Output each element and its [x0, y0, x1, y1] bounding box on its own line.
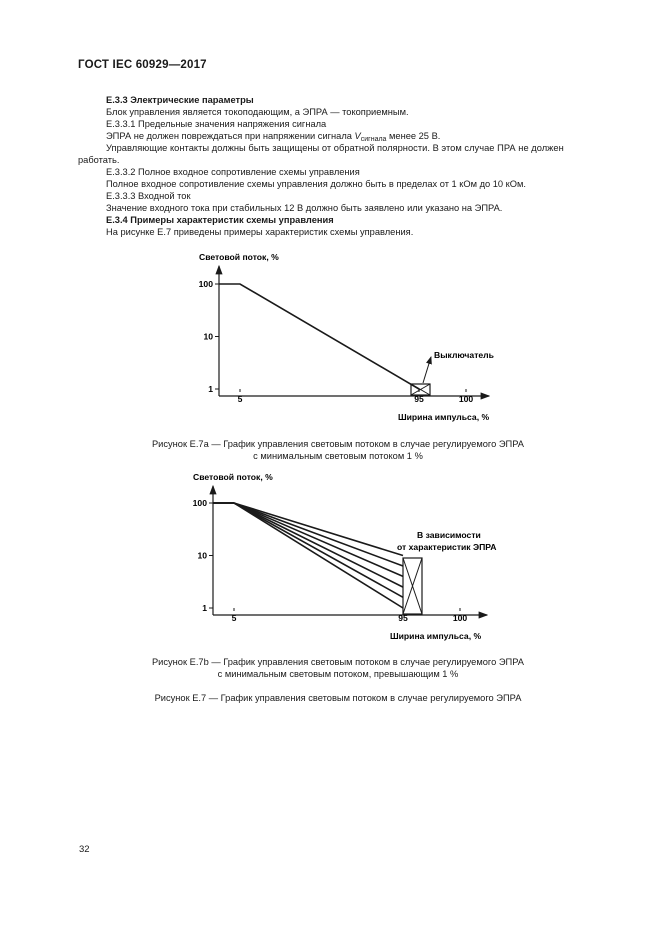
- x-tick-label: 5: [237, 394, 243, 404]
- series-line: [219, 284, 419, 389]
- y-axis-label: Световой поток, %: [193, 472, 273, 482]
- paragraph-line-voltage: [106, 130, 440, 142]
- section-e334-title: Е.3.4 Примеры характеристик схемы управления: [106, 215, 334, 225]
- x-tick-label: 5: [231, 613, 237, 623]
- section-e333-title: Е.3.3 Электрические параметры: [106, 95, 254, 105]
- y-tick-label: 1: [202, 603, 207, 613]
- voltage-symbol: V: [354, 131, 361, 141]
- x-axis-label: Ширина импульса, %: [398, 412, 490, 422]
- subsection-e3333-title: Е.3.3.3 Входной ток: [106, 191, 191, 201]
- y-tick-label: 10: [203, 331, 213, 342]
- x-tick-label: 100: [458, 394, 474, 404]
- caption-fig-e7b-line2: с минимальным световым потоком, превышающим 1 %: [217, 669, 459, 679]
- range-box-symbol: [403, 558, 422, 614]
- x-tick-label: 95: [414, 394, 424, 404]
- x-axis-label: Ширина импульса, %: [390, 631, 482, 641]
- paragraph-line: Управляющие контакты должны быть защищены от обратной полярности. В этом случае ПРА не должен: [106, 143, 564, 153]
- text-part: менее 25 В.: [386, 131, 441, 141]
- x-tick-label: 100: [452, 613, 468, 623]
- text-part: ЭПРА не должен повреждаться при напряжении сигнала: [106, 131, 355, 141]
- voltage-subscript: сигнала: [360, 136, 387, 143]
- annotation-pointer: [423, 357, 431, 383]
- paragraph-line: Значение входного тока при стабильных 12 В должно быть заявлено или указано на ЭПРА.: [106, 203, 503, 213]
- caption-fig-e7a-line1: Рисунок Е.7а — График управления световым потоком в случае регулируемого ЭПРА: [151, 439, 524, 449]
- paragraph-line: работать.: [78, 155, 120, 165]
- caption-fig-e7: Рисунок Е.7 — График управления световым потоком в случае регулируемого ЭПРА: [154, 693, 522, 703]
- annotation-line1: В зависимости: [417, 530, 481, 540]
- subsection-e3332-title: Е.3.3.2 Полное входное сопротивление схемы управления: [106, 167, 360, 177]
- caption-fig-e7b-line1: Рисунок Е.7b — График управления световым потоком в случае регулируемого ЭПРА: [151, 657, 524, 667]
- chart-e7b: [0, 468, 661, 648]
- annotation-line2: от характеристик ЭПРА: [397, 542, 497, 552]
- paragraph-line: На рисунке Е.7 приведены примеры характеристик схемы управления.: [106, 227, 414, 237]
- paragraph-line: Полное входное сопротивление схемы управления должно быть в пределах от 1 кОм до 10 кОм.: [106, 179, 526, 189]
- document-header: ГОСТ IEC 60929—2017: [78, 59, 207, 71]
- y-tick-label: 100: [192, 498, 207, 508]
- annotation-switch: Выключатель: [434, 350, 494, 360]
- paragraph-line: Блок управления является токоподающим, а ЭПРА — токоприемным.: [106, 107, 409, 117]
- caption-fig-e7a-line2: с минимальным световым потоком 1 %: [253, 451, 423, 461]
- y-tick-label: 100: [198, 279, 213, 289]
- y-axis-label: Световой поток, %: [199, 252, 279, 262]
- subsection-e3331-title: Е.3.3.1 Предельные значения напряжения сигнала: [106, 119, 327, 129]
- page-number: 32: [79, 844, 90, 855]
- y-tick-label: 10: [197, 550, 207, 561]
- y-tick-label: 1: [208, 384, 213, 394]
- series-line: [213, 503, 403, 597]
- series-line: [213, 503, 403, 556]
- x-tick-label: 95: [398, 613, 408, 623]
- chart-e7a: [0, 248, 661, 428]
